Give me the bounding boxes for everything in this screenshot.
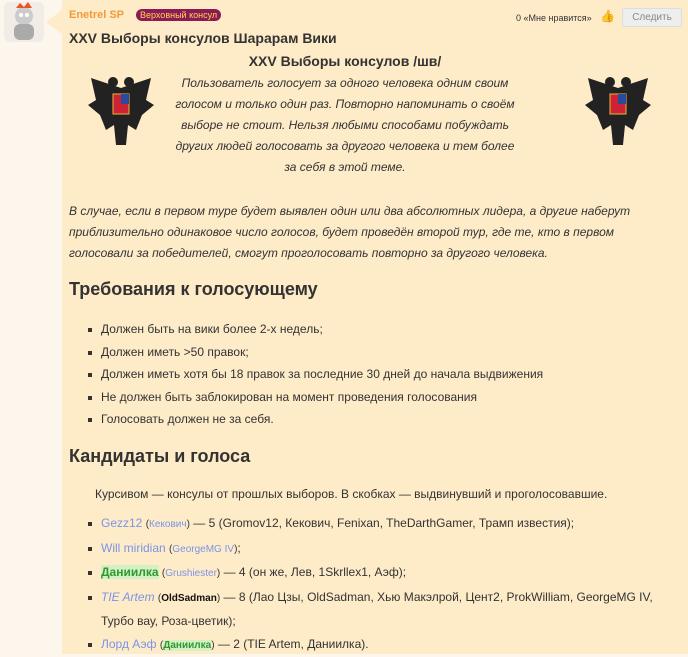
candidate-link[interactable]: TIE Artem bbox=[101, 590, 155, 604]
list-item: Должен быть на вики более 2-х недель; bbox=[69, 318, 669, 341]
candidate-link[interactable]: Лорд Аэф bbox=[101, 637, 157, 651]
avatar[interactable] bbox=[4, 2, 44, 42]
rules-title: XXV Выборы консулов /шв/ bbox=[170, 53, 520, 69]
role-badge: Верховный консул bbox=[136, 9, 221, 21]
likes-count[interactable]: 0 «Мне нравится» bbox=[516, 13, 592, 23]
thumbs-up-icon[interactable]: 👍 bbox=[600, 9, 615, 23]
eagle-emblem-left-icon bbox=[86, 70, 156, 150]
author-link[interactable]: Enetrel SP bbox=[69, 9, 124, 21]
vote-text: — 2 (TIE Artem, Даниилка). bbox=[215, 637, 369, 651]
vote-text: — 8 (Лао Цзы, OldSadman, Хью Макэлрой, Цент2, ProkWilliam, GeorgeMG IV, Турбо вау, Роза-цветик); bbox=[101, 590, 653, 629]
nominator-link[interactable]: Кекович bbox=[149, 519, 187, 530]
nominator-link[interactable]: Даниилка bbox=[163, 640, 211, 651]
requirements-heading: Требования к голосующему bbox=[69, 279, 318, 300]
candidates-hint: Курсивом — консулы от прошлых выборов. В скобках — выдвинувший и проголосовавшие. bbox=[95, 487, 607, 501]
list-item: Должен иметь >50 правок; bbox=[69, 341, 669, 364]
eagle-emblem-right-icon bbox=[583, 70, 653, 150]
second-round-note: В случае, если в первом туре будет выявлен один или два абсолютных лидера, а другие наберут приблизительно одинаковое число голосов, будет проведён второй тур, где те, кто в первом голосовали за победителей, смогут проголосовать повторно за другого человека. bbox=[69, 201, 659, 264]
list-item: Не должен быть заблокирован на момент проведения голосования bbox=[69, 386, 669, 409]
candidate-link[interactable]: Gezz12 bbox=[101, 516, 142, 530]
post-title: XXV Выборы консулов Шарарам Вики bbox=[69, 30, 337, 46]
nominator-link[interactable]: GeorgeMG IV bbox=[172, 544, 234, 555]
requirements-list bbox=[69, 318, 669, 431]
candidate-link[interactable]: Will miridian bbox=[101, 541, 166, 555]
list-item: Должен иметь хотя бы 18 правок за последние 30 дней до начала выдвижения bbox=[69, 363, 669, 386]
candidate-item: Will miridian (GeorgeMG IV); bbox=[69, 537, 669, 562]
candidates-list bbox=[69, 512, 669, 657]
candidate-item: Даниилка (Grushiester) — 4 (он же, Лев, 1Skrllex1, Аэф); bbox=[69, 561, 669, 586]
candidate-item: Gezz12 (Кекович) — 5 (Gromov12, Кекович, Fenixan, TheDarthGamer, Трамп известия); bbox=[69, 512, 669, 537]
nominator-link[interactable]: Grushiester bbox=[165, 568, 217, 579]
list-item: Голосовать должен не за себя. bbox=[69, 408, 669, 431]
rules-box bbox=[170, 53, 520, 178]
candidate-item: TIE Artem (OldSadman) — 8 (Лао Цзы, OldSadman, Хью Макэлрой, Цент2, ProkWilliam, GeorgeMG IV, Турбо вау, Роза-цветик); bbox=[69, 586, 669, 633]
candidates-heading: Кандидаты и голоса bbox=[69, 446, 250, 467]
rules-text: Пользователь голосует за одного человека одним своим голосом и только один раз. Повторно напоминать о своём выборе не стоит. Нельзя любыми способами побуждать других людей голосовать за другого человека и тем более за себя в этой теме. bbox=[170, 73, 520, 178]
speech-arrow bbox=[46, 10, 62, 34]
follow-button[interactable]: Следить bbox=[622, 8, 682, 27]
candidate-item: Лорд Аэф (Даниилка) — 2 (TIE Artem, Даниилка). bbox=[69, 633, 669, 657]
vote-text: ; bbox=[237, 541, 240, 555]
candidate-link[interactable]: Даниилка bbox=[101, 565, 159, 579]
vote-text: — 4 (он же, Лев, 1Skrllex1, Аэф); bbox=[220, 565, 406, 579]
vote-text: — 5 (Gromov12, Кекович, Fenixan, TheDarthGamer, Трамп известия); bbox=[190, 516, 574, 530]
nominator-link[interactable]: OldSadman bbox=[161, 593, 217, 604]
